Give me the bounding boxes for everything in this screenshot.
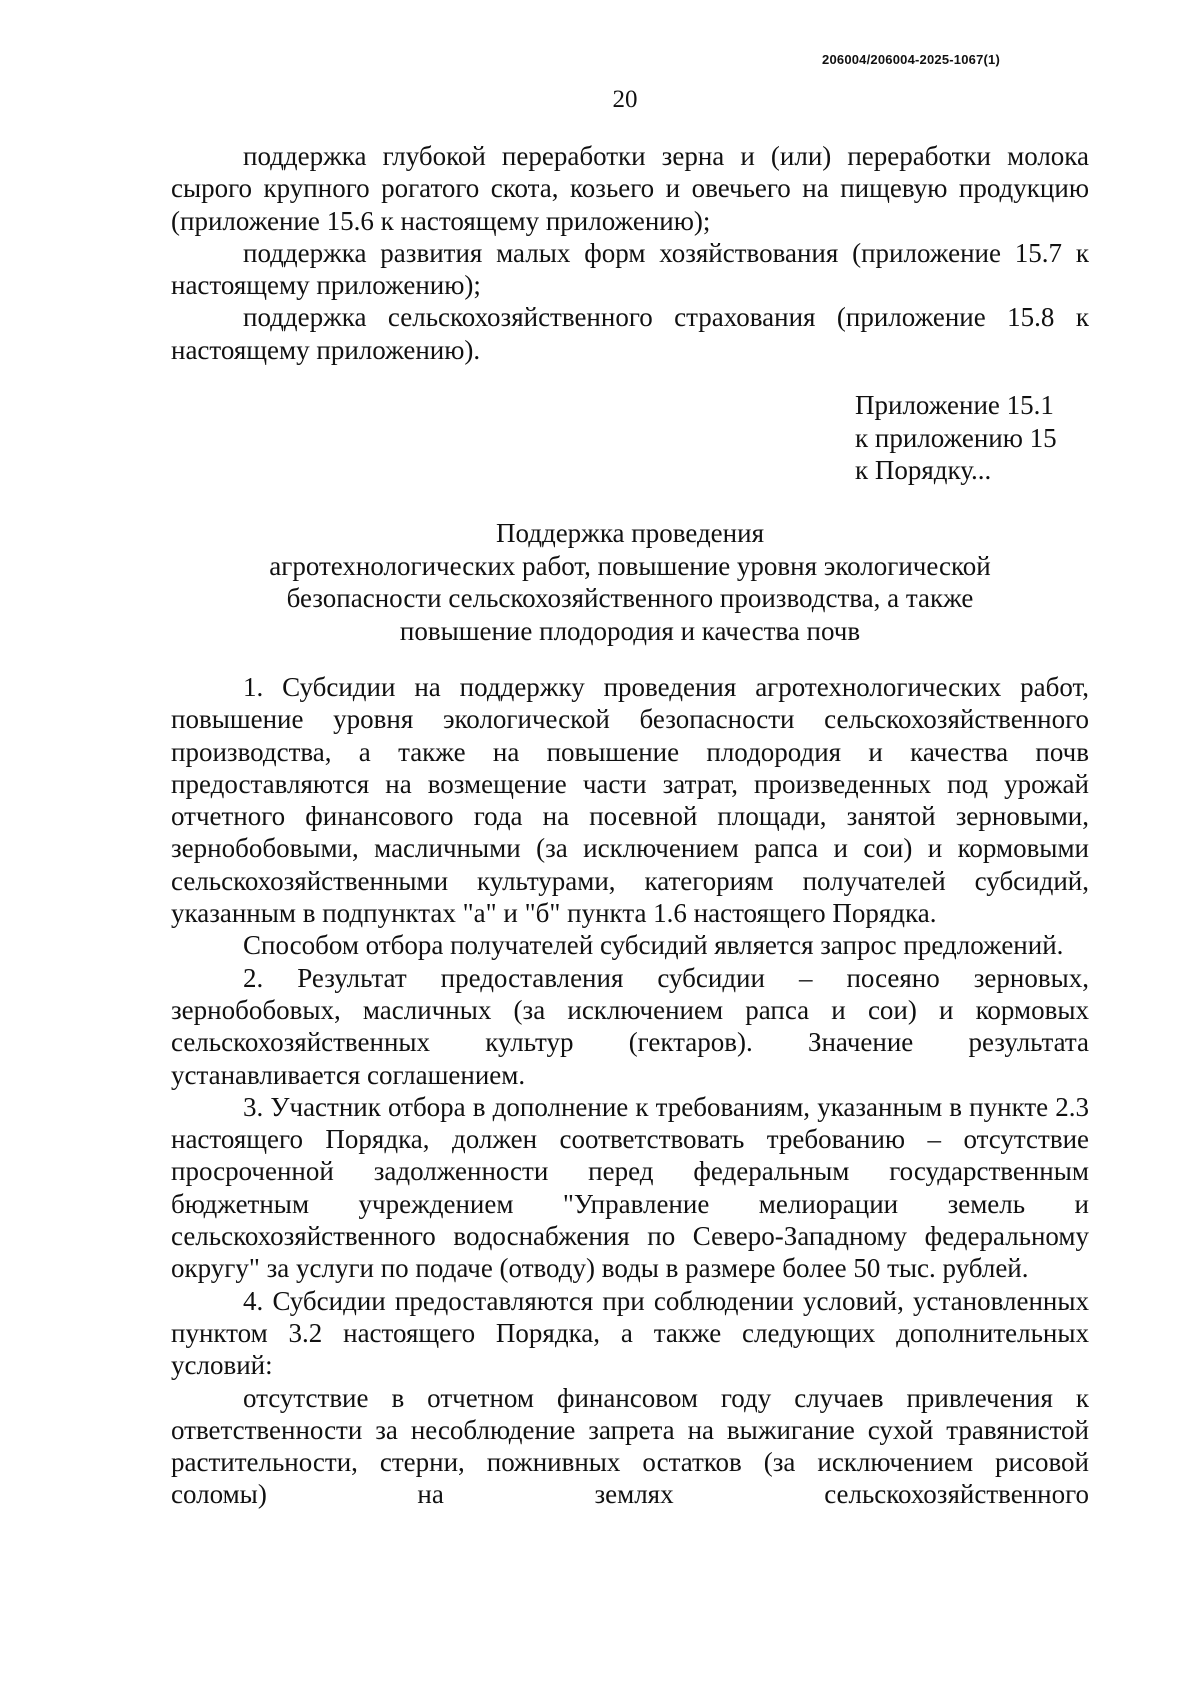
appendix-line: к приложению 15 [855,422,1057,453]
paragraph: поддержка сельскохозяйственного страхования (приложение 15.8 к настоящему приложению). [171,302,1089,365]
paragraph: 4. Субсидии предоставляются при соблюдении условий, установленных пунктом 3.2 настоящего Порядка, а также следующих дополнительных условий: [171,1285,1089,1381]
paragraph: 2. Результат предоставления субсидии – посеяно зерновых, зернобобовых, масличных (за исключением рапса и сои) и кормовых сельскохозяйственных культур (гектаров). Значение результата устанавливается соглашением. [171,962,1089,1090]
title-line: агротехнологических работ, повышение уровня экологической [269,550,991,581]
paragraph: поддержка развития малых форм хозяйствования (приложение 15.7 к настоящему приложению); [171,237,1089,301]
appendix-reference [855,389,1057,487]
paragraph: 3. Участник отбора в дополнение к требованиям, указанным в пункте 2.3 настоящего Порядка, должен соответствовать требованию – отсутствие просроченной задолженности перед федеральным государственным бюджетным учреждением "Управление мелиорации земель и сельскохозяйственного водоснабжения по Северо-Западному федеральному округу" за услуги по подаче (отводу) воды в размере более 50 тыс. рублей. [171,1091,1089,1284]
title-line: повышение плодородия и качества почв [399,615,861,646]
title-line: Поддержка проведения [496,518,764,548]
title-line: безопасности сельскохозяйственного производства, а также [286,583,974,613]
appendix-line: к Порядку... [855,455,992,485]
paragraph: Способом отбора получателей субсидий является запрос предложений. [243,930,1064,961]
paragraph: отсутствие в отчетном финансовом году случаев привлечения к ответственности за несоблюдение запрета на выжигание сухой травянистой растительности, стерни, пожнивных остатков (за исключением рисовой соломы) на землях сельскохозяйственного [171,1382,1089,1510]
paragraph: поддержка глубокой переработки зерна и (или) переработки молока сырого крупного рогатого скота, козьего и овечьего на пищевую продукцию (приложение 15.6 к настоящему приложению); [171,141,1089,236]
page-number: 20 [612,86,638,113]
appendix-line: Приложение 15.1 [855,390,1054,420]
paragraph: 1. Субсидии на поддержку проведения агротехнологических работ, повышение уровня экологической безопасности сельскохозяйственного производства, а также на повышение плодородия и качества почв предоставляются на возмещение части затрат, произведенных под урожай отчетного финансового года на посевной площади, занятой зерновыми, зернобобовыми, масличными (за исключением рапса и сои) и кормовыми сельскохозяйственными культурами, категориям получателей субсидий, указанным в подпунктах "а" и "б" пункта 1.6 настоящего Порядка. [171,672,1089,929]
main-paragraphs [171,671,1089,1511]
document-id: 206004/206004-2025-1067(1) [822,52,1000,67]
section-title [171,517,1089,647]
top-paragraphs [171,140,1089,366]
